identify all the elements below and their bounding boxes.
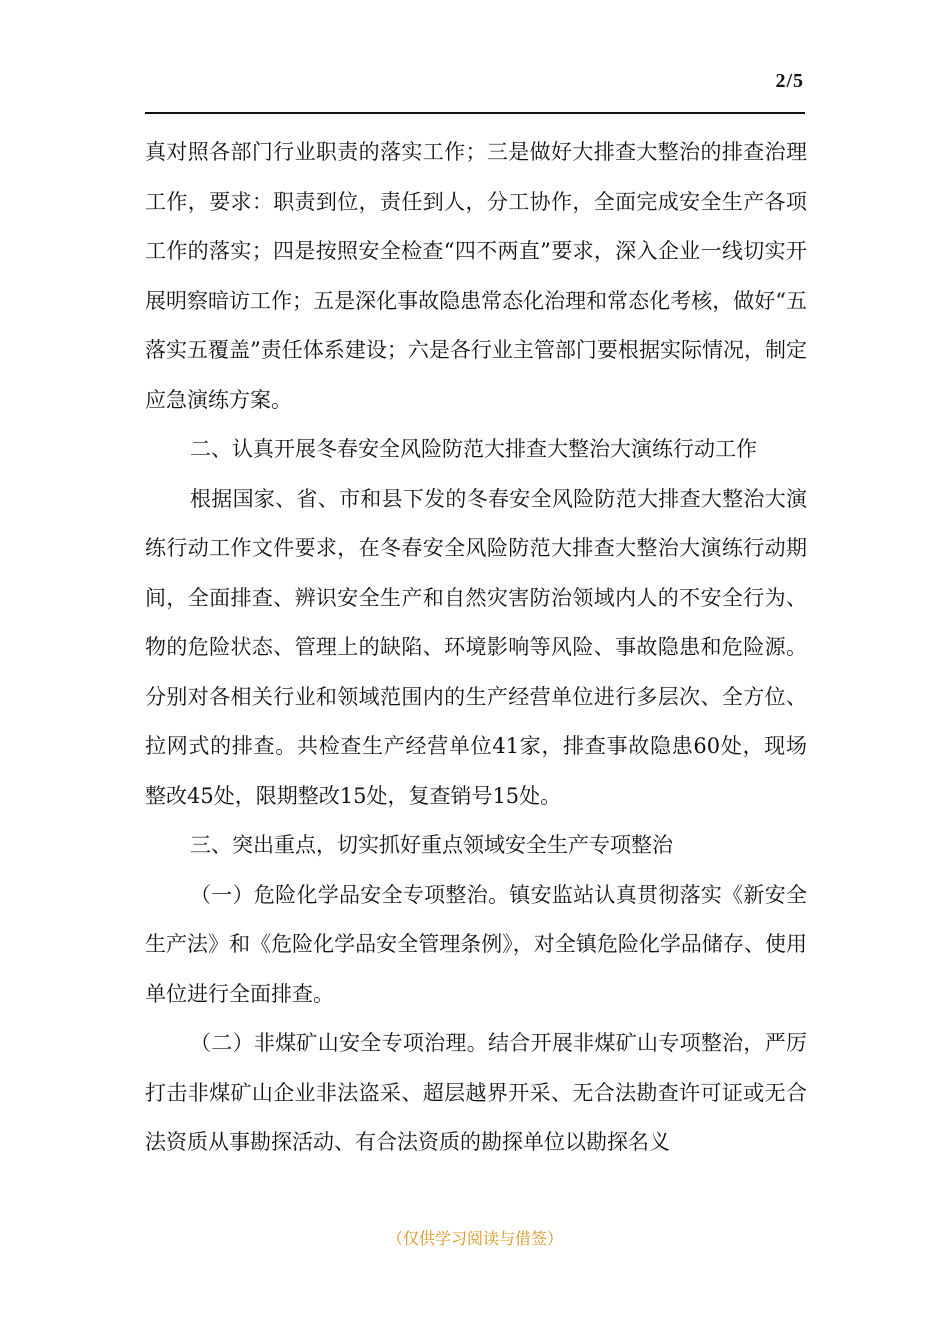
footer-note: （仅供学习阅读与借签） [386,1229,563,1248]
document-body [145,128,807,1168]
header-rule [145,112,805,114]
paragraph-hazardous-chemicals: （一）危险化学品安全专项整治。镇安监站认真贯彻落实《新安全生产法》和《危险化学品安全管理条例》，对全镇危险化学品储存、使用单位进行全面排查。 [145,882,807,1006]
paragraph-continuation: 真对照各部门行业职责的落实工作；三是做好大排查大整治的排查治理工作，要求：职责到位，责任到人，分工协作，全面完成安全生产各项工作的落实；四是按照安全检查“四不两直”要求，深入企业一线切实开展明察暗访工作；五是深化事故隐患常态化治理和常态化考核，做好“五落实五覆盖”责任体系建设；六是各行业主管部门要根据实际情况，制定应急演练方案。 [145,140,807,412]
section-heading-2: 二、认真开展冬春安全风险防范大排查大整治大演练行动工作 [190,437,757,461]
paragraph-investigation: 根据国家、省、市和县下发的冬春安全风险防范大排查大整治大演练行动工作文件要求，在冬春安全风险防范大排查大整治大演练行动期间，全面排查、辨识安全生产和自然灾害防治领域内人的不安全行为、物的危险状态、管理上的缺陷、环境影响等风险、事故隐患和危险源。分别对各相关行业和领域范围内的生产经营单位进行多层次、全方位、拉网式的排查。共检查生产经营单位41家，排查事故隐患60处，现场整改45处，限期整改15处，复查销号15处。 [145,486,807,808]
paragraph-non-coal-mines: （二）非煤矿山安全专项治理。结合开展非煤矿山专项整治，严厉打击非煤矿山企业非法盗采、超层越界开采、无合法勘查许可证或无合法资质从事勘探活动、有合法资质的勘探单位以勘探名义 [145,1031,807,1154]
section-heading-3: 三、突出重点，切实抓好重点领域安全生产专项整治 [190,833,673,857]
page-number: 2/5 [775,70,804,92]
